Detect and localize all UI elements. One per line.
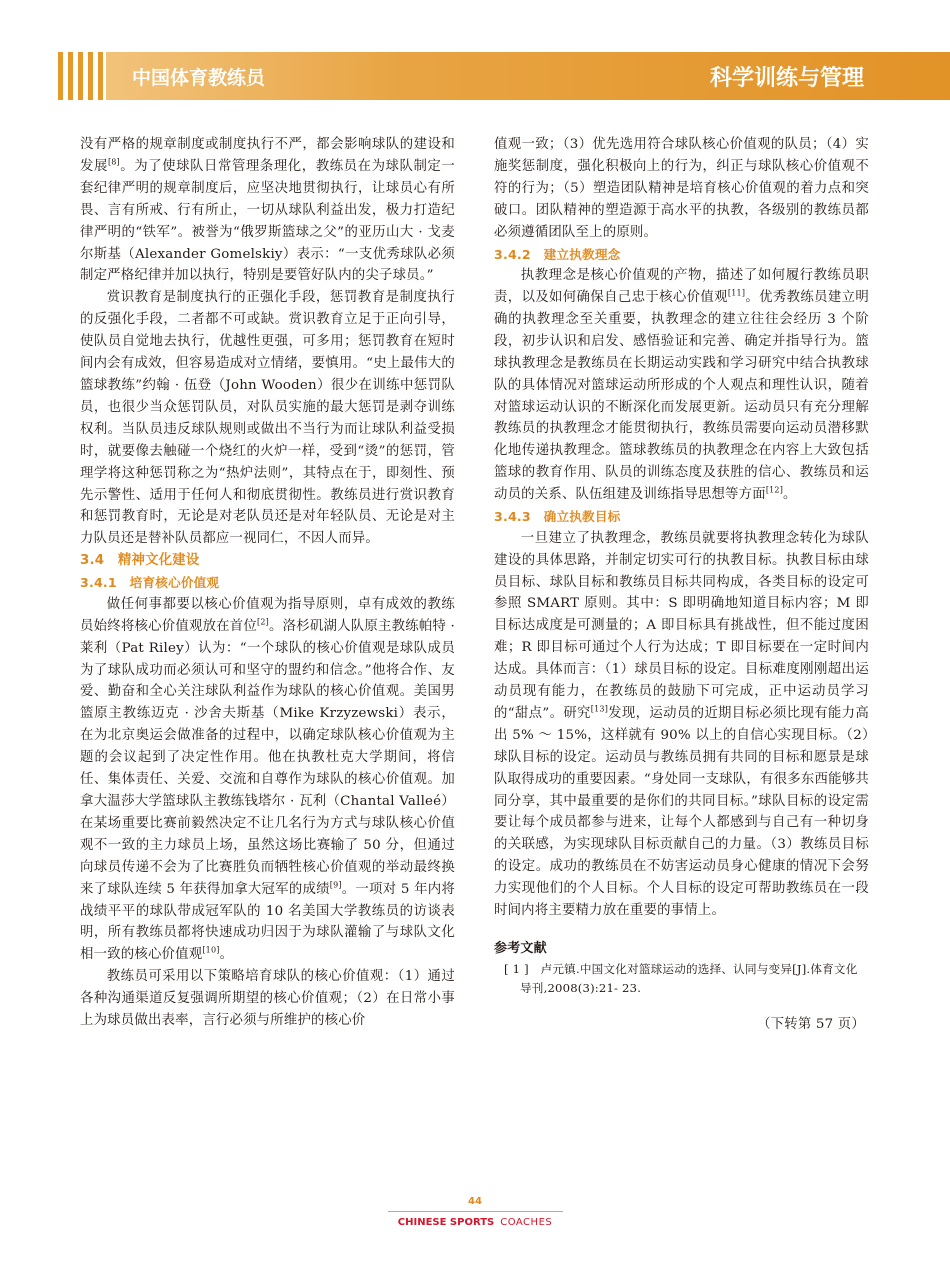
left-column xyxy=(80,134,455,1032)
references-title: 参考文献 xyxy=(494,941,547,956)
page-header xyxy=(0,52,950,100)
brand-coaches: COACHES xyxy=(500,1217,553,1228)
citation-10: [10] xyxy=(202,945,220,955)
paragraph-5: 值观一致；（3）优先选用符合球队核心价值观的队员；（4）实施奖惩制度，强化积极向上的行为，纠正与球队核心价值观不符的行为；（5）塑造团队精神是培育核心价值观的着力点和突破口。团队精神的塑造源于高水平的执教，各级别的教练员都必须遵循团队至上的原则。 xyxy=(494,137,869,240)
heading-3-4-3: 3.4.3 确立执教目标 xyxy=(494,509,621,525)
citation-11: [11] xyxy=(727,288,746,298)
header-stripes xyxy=(58,52,113,100)
heading-3-4-2: 3.4.2 建立执教理念 xyxy=(494,246,621,262)
citation-12: [12] xyxy=(765,485,784,495)
paragraph-4: 教练员可采用以下策略培育球队的核心价值观：（1）通过各种沟通渠道反复强调所期望的核心价值观；（2）在日常小事上为球员做出表率，言行必须与所维护的核心价 xyxy=(80,969,455,1029)
citation-8: [8] xyxy=(107,157,120,167)
footer-divider xyxy=(388,1211,563,1212)
section-title: 科学训练与管理 xyxy=(709,66,864,91)
paragraph-3: 做任何事都要以核心价值观为指导原则，卓有成效的教练员始终将核心价值观放在首位[2]。洛杉矶湖人队原主教练帕特 · 莱利（Pat Riley）认为：“一个球队的核心价值观是球队成员为了球队成功而必须认可和坚守的盟约和信念。”他将合作、友爱、勤奋和全心关注球队利益作为球队的核心价值观。美国男篮原主教练迈克 · 沙舍夫斯基（Mike Krzyzewski）表示，在为北京奥运会做准备的过程中，以确定球队核心价值观为主题的会议起到了决定性作用。他在执教杜克大学期间，将信任、集体责任、关爱、交流和自尊作为球队的核心价值观。加拿大温莎大学篮球队主教练钱塔尔 · 瓦利（Chantal Valleé）在某场重要比赛前毅然决定不让几名行为方式与球队核心价值观不一致的主力球员上场，虽然这场比赛输了 50 分，但通过向球员传递不会为了比赛胜负而牺牲核心价值观的举动最终换来了球队连续 5 年获得加拿大冠军的成绩[9]。一项对 5 年内将战绩平平的球队带成冠军队的 10 名美国大学教练员的访谈表明，所有教练员都将快速成功归因于为球队灌输了与球队文化相一致的核心价值观[10]。 xyxy=(80,596,455,963)
footer-brand xyxy=(0,1217,950,1228)
brand-chinese-sports: CHINESE SPORTS xyxy=(397,1217,495,1228)
reference-1: [ 1 ] 卢元镇.中国文化对篮球运动的选择、认同与变异[J].体育文化导刊,2008(3):21- 23. xyxy=(504,962,858,995)
continued-note: （下转第 57 页） xyxy=(757,1017,865,1032)
page-number: 44 xyxy=(468,1196,482,1207)
citation-9: [9] xyxy=(329,880,342,890)
paragraph-7: 一旦建立了执教理念，教练员就要将执教理念转化为球队建设的具体思路，并制定切实可行的执教目标。执教目标由球员目标、球队目标和教练员目标共同构成，各类目标的设定可参照 SMART 原则。其中：S 即明确地知道目标内容；M 即目标达成度是可测量的；A 即目标具有挑战性，但不能过度困难；R 即目标可通过个人行为达成；T 即目标要在一定时间内达成。具体而言：（1）球员目标的设定。目标难度刚刚超出运动员现有能力，在教练员的鼓励下可完成，正中运动员学习的“甜点”。研究[13]发现，运动员的近期目标必须比现有能力高出 5% ～ 15%，这样就有 90% 以上的自信心实现目标。（2）球队目标的设定。运动员与教练员拥有共同的目标和愿景是球队取得成功的重要因素。“身处同一支球队，有很多东西能够共同分享，其中最重要的是你们的共同目标。”球队目标的设定需要让每个成员都参与进来，让每个人都感到与自己有一种切身的关联感，为实现球队目标贡献自己的力量。（3）教练员目标的设定。成功的教练员在不妨害运动员身心健康的情况下会努力实现他们的个人目标。个人目标的设定可帮助教练员在一段时间内将主要精力放在重要的事情上。 xyxy=(494,530,869,919)
paragraph-2: 赏识教育是制度执行的正强化手段，惩罚教育是制度执行的反强化手段，二者都不可或缺。赏识教育立足于正向引导，使队员自觉地去执行，优越性更强，可多用；惩罚教育在短时间内会有成效，但容易造成对立情绪，要慎用。“史上最伟大的篮球教练”约翰 · 伍登（John Wooden）很少在训练中惩罚队员，也很少当众惩罚队员，对队员实施的最大惩罚是剥夺训练权利。当队员违反球队规则或做出不当行为而让球队利益受损时，就要像去触碰一个烧红的火炉一样，受到“烫”的惩罚，管理学将这种惩罚称之为“热炉法则”，其特点在于，即刻性、预先示警性、适用于任何人和彻底贯彻性。教练员进行赏识教育和惩罚教育时，无论是对老队员还是对年轻队员、无论是对主力队员还是替补队员都应一视同仁，不因人而异。 xyxy=(80,290,455,547)
paragraph-1: 没有严格的规章制度或制度执行不严，都会影响球队的建设和发展[8]。为了使球队日常管理条理化，教练员在为球队制定一套纪律严明的规章制度后，应坚决地贯彻执行，让球员心有所畏、言有所戒、行有所止，一切从球队利益出发，极力打造纪律严明的“铁军”。被誉为“俄罗斯篮球之父”的亚历山大 · 戈麦尔斯基（Alexander Gomelskiy）表示：“一支优秀球队必须制定严格纪律并加以执行，特别是要管好队内的尖子球员。” xyxy=(80,137,455,284)
right-column xyxy=(494,134,869,1036)
journal-title: 中国体育教练员 xyxy=(132,67,266,89)
citation-2: [2] xyxy=(257,617,269,627)
heading-3-4: 3.4 精神文化建设 xyxy=(80,553,200,569)
heading-3-4-1: 3.4.1 培育核心价值观 xyxy=(80,575,220,591)
citation-13: [13] xyxy=(590,704,609,714)
paragraph-6: 执教理念是核心价值观的产物，描述了如何履行教练员职责，以及如何确保自己忠于核心价值观[11]。优秀教练员建立明确的执教理念至关重要，执教理念的建立往往会经历 3 个阶段，初步认识和启发、感悟验证和完善、确定并指导行为。篮球执教理念是教练员在长期运动实践和学习研究中结合执教球队的具体情况对篮球运动所形成的个人观点和理性认识，随着对篮球运动认识的不断深化而发展更新。运动员只有充分理解教练员的执教理念才能贯彻执行，教练员需要向运动员潜移默化地传递执教理念。篮球教练员的执教理念在内容上大致包括篮球的教育作用、队员的训练态度及获胜的信心、教练员和运动员的关系、队伍组建及训练指导思想等方面[12]。 xyxy=(494,268,869,503)
